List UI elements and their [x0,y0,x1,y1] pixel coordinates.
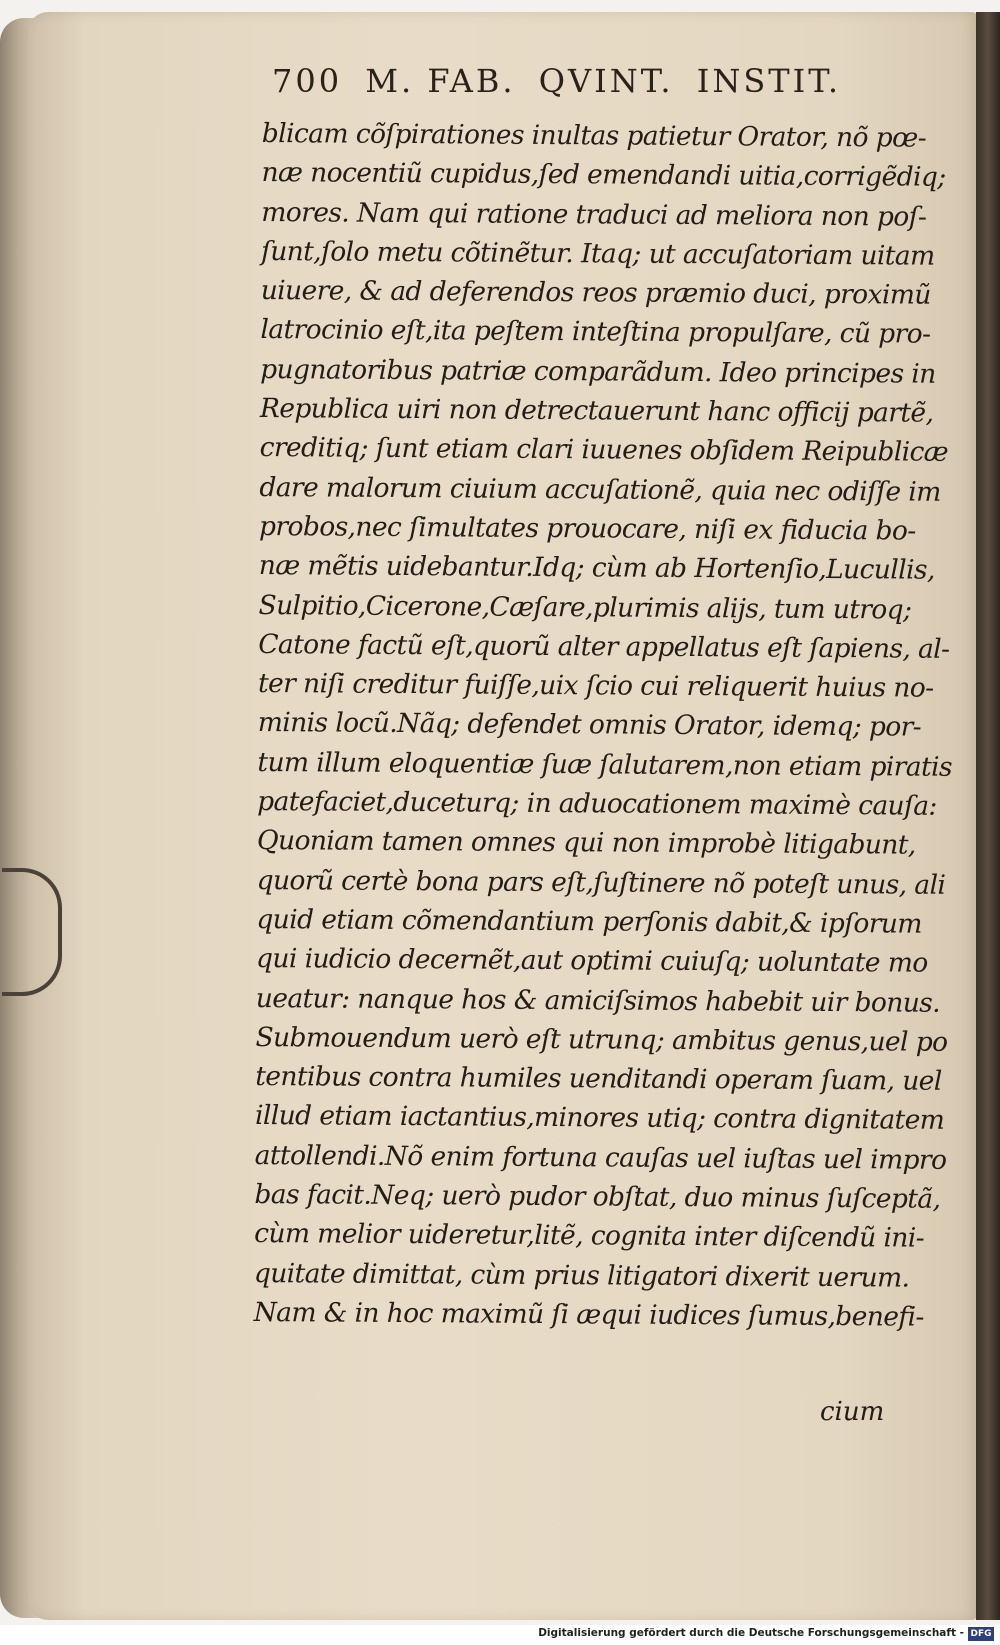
text-line: latrocinio eſt,ita peſtem inteſtina propulſare, cũ pro- [260,314,931,351]
text-line: uiuere, & ad deferendos reos præmio duci, proximũ [260,275,931,311]
running-head-name: QVINT. [538,62,674,100]
catchword: cium [820,1397,885,1427]
page-number: 700 [272,62,343,100]
text-line: Catone factũ eſt,quorũ alter appellatus eſt ſapiens, al- [258,628,950,665]
text-line: Sulpitio,Cicerone,Cæſare,plurimis alijs, tum utroq; [258,589,912,626]
running-head-work: INSTIT. [696,62,842,100]
text-line: minis locũ.Nãq; defendet omnis Orator, idemq; por- [257,707,922,744]
text-line: quorũ certè bona pars eſt,ſuſtinere nõ poteſt unus, ali [256,864,946,901]
text-line: quid etiam cõmendantium perſonis dabit,& ipſorum [256,903,922,940]
running-head [272,62,851,100]
text-line: Quoniam tamen omnes qui non improbè litigabunt, [256,825,916,861]
text-line: ter niſi creditur fuiſſe,uix ſcio cui reliquerit huius no- [257,668,934,704]
text-line: pugnatoribus patriæ comparãdum. Ideo principes in [260,353,936,390]
text-line: ueatur: nanque hos & amiciſsimos habebit uir bonus. [255,982,941,1019]
facing-page-edge [976,12,1000,1620]
text-line: tentibus contra humiles uenditandi operam ſuam, uel [255,1061,942,1097]
text-line: ſunt,ſolo metu cõtinẽtur. Itaq; ut accuſatoriam uitam [260,235,935,272]
text-line: illud etiam iactantius,minores utiq; contra dignitatem [254,1100,945,1137]
text-line: Submouendum uerò eſt utrunq; ambitus genus,uel po [255,1021,948,1058]
text-line: Nam & in hoc maximũ ſi æqui iudices ſumus,benefi- [253,1296,924,1333]
text-line: næ nocentiũ cupidus,ſed emendandi uitia,corrigẽdiq; [261,157,946,194]
running-head-author: M. FAB. [365,62,516,100]
footer-bar [0,1625,1000,1645]
text-line: creditiq; ſunt etiam clari iuuenes obſidem Reipublicæ [259,432,949,469]
text-line: bas facit.Neq; uerò pudor obſtat, duo minus ſuſceptã, [254,1178,941,1215]
text-line: probos,nec ſimultates prouocare, niſi ex fiducia bo- [259,510,916,547]
text-line: patefaciet,duceturq; in aduocationem maximè cauſa: [257,786,937,822]
text-line: cùm melior uideretur,litẽ, cognita inter diſcendũ ini- [254,1218,925,1254]
text-line: dare malorum ciuium accuſationẽ, quia nec odiſſe im [259,471,941,508]
text-line: qui iudicio decernẽt,aut optimi cuiuſq; uoluntate mo [255,943,928,979]
text-line: attollendi.Nõ enim fortuna cauſas uel iuſtas uel impro [254,1139,947,1176]
text-line: quitate dimittat, cùm prius litigatori dixerit uerum. [253,1257,910,1294]
text-line: blicam cõſpirationes inultas patietur Orator, nõ pœ- [261,117,927,154]
book-clasp [2,868,62,996]
text-line: næ mẽtis uidebantur.Idq; cùm ab Hortenſio,Lucullis, [258,550,935,586]
text-line: Republica uiri non detrectauerunt hanc officij partẽ, [259,393,934,429]
funding-note: Digitalisierung gefördert durch die Deutsche Forschungsgemeinschaft - [538,1627,964,1639]
body-text [253,114,953,1337]
dfg-logo: DFG [968,1627,994,1641]
text-line: tum illum eloquentiæ ſuæ ſalutarem,non etiam piratis [257,746,953,783]
text-line: mores. Nam qui ratione traduci ad meliora non poſ- [261,196,927,233]
